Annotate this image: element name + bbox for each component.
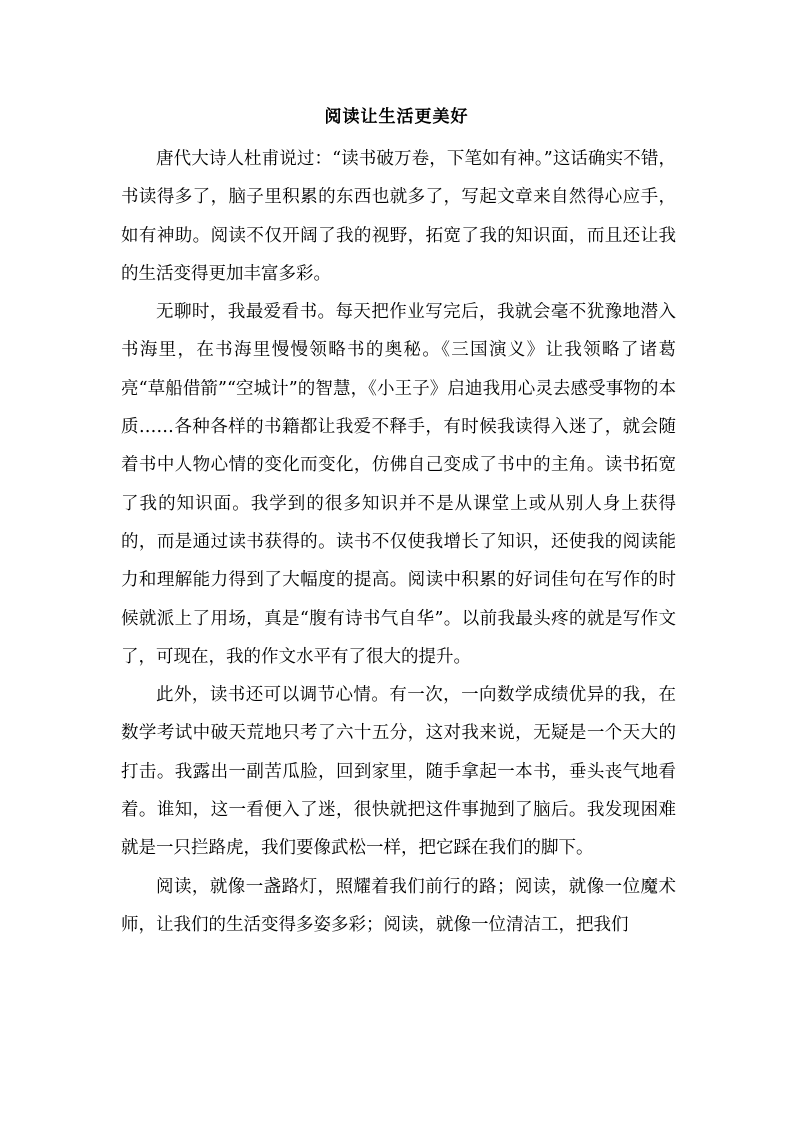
paragraph-1: 唐代大诗人杜甫说过：“读书破万卷，下笔如有神。”这话确实不错，书读得多了，脑子里积累的东西也就多了，写起文章来自然得心应手，如有神助。阅读不仅开阔了我的视野，拓宽了我的知识面，而且还让我的生活变得更加丰富多彩。 xyxy=(121,149,676,284)
document-title: 阅读让生活更美好 xyxy=(324,107,469,127)
document-body xyxy=(121,140,676,944)
paragraph-4: 阅读，就像一盏路灯，照耀着我们前行的路；阅读，就像一位魔术师，让我们的生活变得多姿多彩；阅读，就像一位清洁工，把我们 xyxy=(121,876,676,935)
paragraph-3: 此外，读书还可以调节心情。有一次，一向数学成绩优异的我，在数学考试中破天荒地只考了六十五分，这对我来说，无疑是一个天大的打击。我露出一副苦瓜脸，回到家里，随手拿起一本书，垂头丧气地看着。谁知，这一看便入了迷，很快就把这件事抛到了脑后。我发现困难就是一只拦路虎，我们要像武松一样，把它踩在我们的脚下。 xyxy=(121,685,676,859)
paragraph-2: 无聊时，我最爱看书。每天把作业写完后，我就会毫不犹豫地潜入书海里，在书海里慢慢领略书的奥秘。《三国演义》让我领略了诸葛亮“草船借箭”“空城计”的智慧，《小王子》启迪我用心灵去感受事物的本质……各种各样的书籍都让我爱不释手，有时候我读得入迷了，就会随着书中人物心情的变化而变化，仿佛自己变成了书中的主角。读书拓宽了我的知识面。我学到的很多知识并不是从课堂上或从别人身上获得的，而是通过读书获得的。读书不仅使我增长了知识，还使我的阅读能力和理解能力得到了大幅度的提高。阅读中积累的好词佳句在写作的时候就派上了用场，真是“腹有诗书气自华”。以前我最头疼的就是写作文了，可现在，我的作文水平有了很大的提升。 xyxy=(121,302,676,667)
